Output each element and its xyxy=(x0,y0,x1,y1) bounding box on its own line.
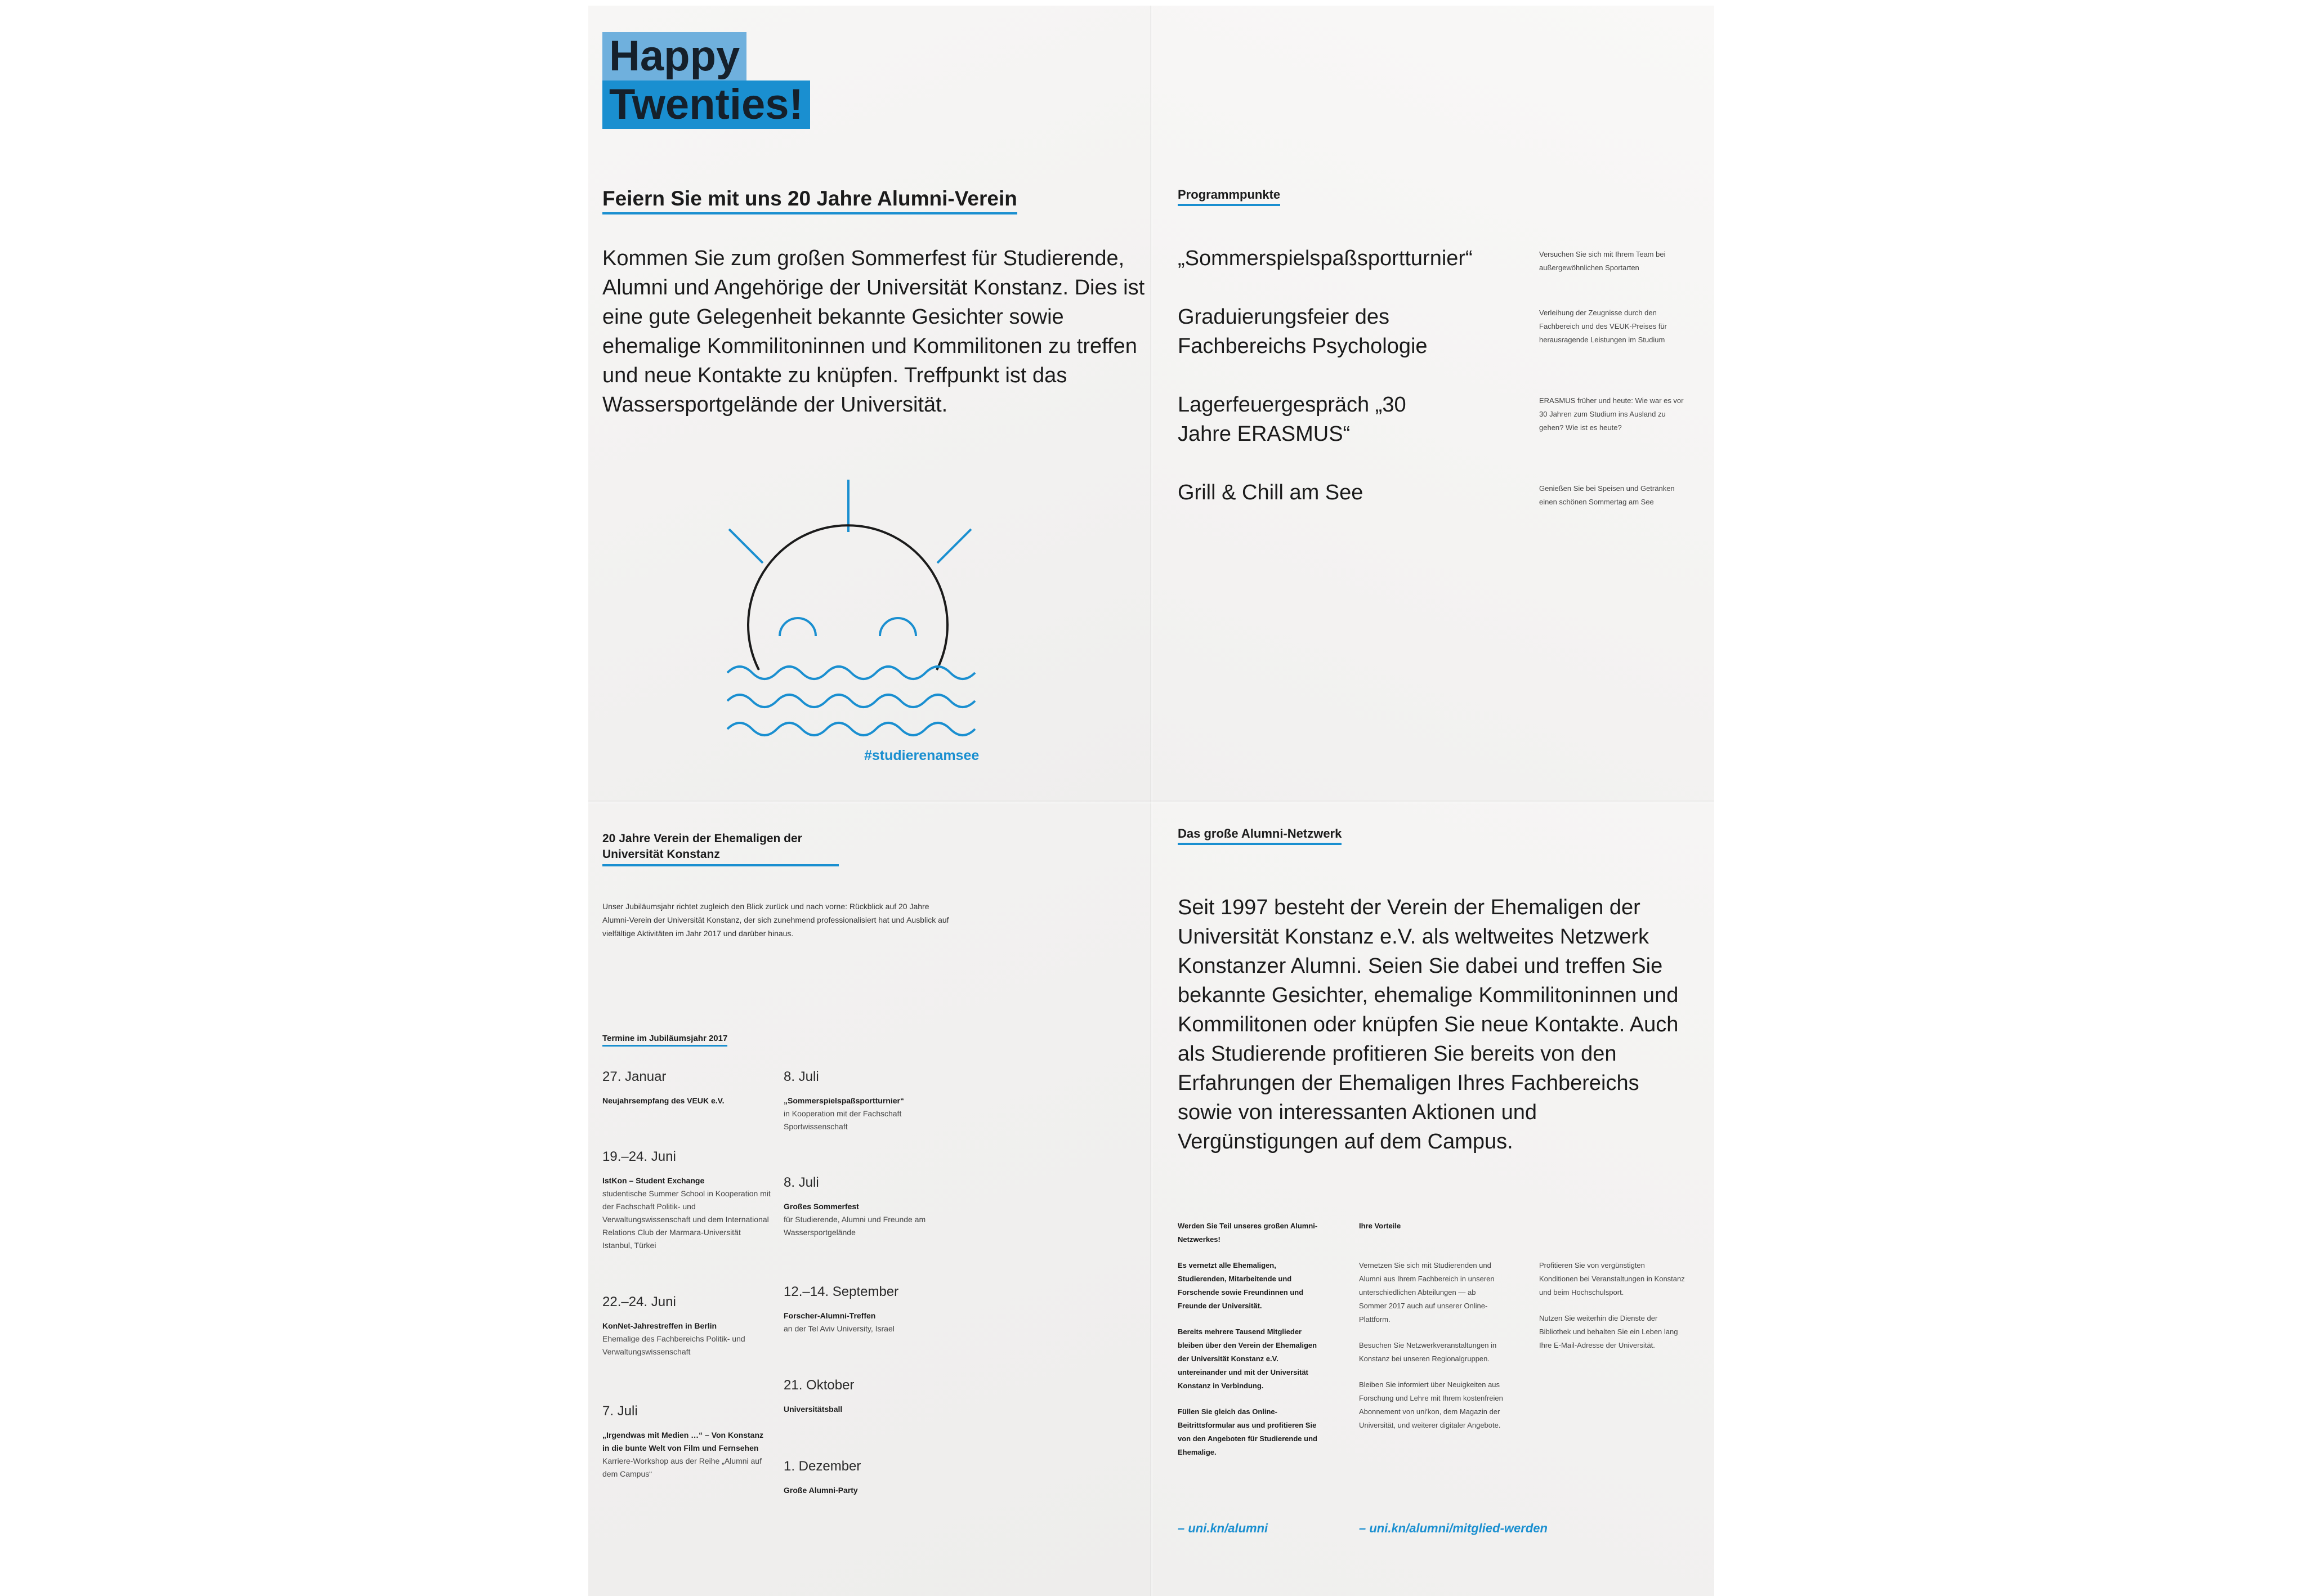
event-desc: an der Tel Aviv University, Israel xyxy=(784,1324,895,1333)
programm-item-title: „Sommerspielspaßsportturnier“ xyxy=(1178,247,1473,270)
event-desc: in Kooperation mit der Fachschaft Sportwissenschaft xyxy=(784,1109,902,1131)
col1-heading: Werden Sie Teil unseres großen Alumni-Netzwerkes! xyxy=(1178,1222,1318,1244)
mitglied-werden-link[interactable]: – uni.kn/alumni/mitglied-werden xyxy=(1359,1521,1548,1535)
event-date: 7. Juli xyxy=(602,1403,638,1419)
event-item xyxy=(602,1148,771,1252)
programm-item-title: Grill & Chill am See xyxy=(1178,481,1363,504)
termine-page-heading: 20 Jahre Verein der Ehemaligen der Universität Konstanz xyxy=(602,831,839,866)
netzwerk-heading: Das große Alumni-Netzwerk xyxy=(1178,826,1342,845)
event-title: IstKon – Student Exchange xyxy=(602,1176,705,1185)
event-title: „Irgendwas mit Medien …“ – Von Konstanz in die bunte Welt von Film und Fernsehen xyxy=(602,1430,763,1452)
headline xyxy=(602,32,810,129)
event-item xyxy=(602,1403,771,1481)
event-desc: für Studierende, Alumni und Freunde am Wassersportgelände xyxy=(784,1215,926,1237)
event-item xyxy=(784,1174,930,1239)
page1-subheading: Feiern Sie mit uns 20 Jahre Alumni-Verein xyxy=(602,187,1017,214)
programm-item-title: Lagerfeuergespräch „30 Jahre ERASMUS“ xyxy=(1178,393,1406,446)
event-item xyxy=(602,1069,771,1107)
col3-paragraph: Profitieren Sie von vergünstigten Konditionen bei Veranstaltungen in Konstanz und beim Hochschulsport. xyxy=(1539,1261,1685,1297)
event-title: „Sommerspielspaßsportturnier“ xyxy=(784,1096,904,1105)
col1-paragraph: Füllen Sie gleich das Online-Beitrittsformular aus und profitieren Sie von den Angeboten für Studierende und Ehemalige. xyxy=(1178,1407,1317,1456)
event-item xyxy=(784,1458,930,1497)
netzwerk-intro: Seit 1997 besteht der Verein der Ehemaligen der Universität Konstanz e.V. als weltweites Netzwerk Konstanzer Alumni. Seien Sie dabei und treffen Sie bekannte Gesichter, ehemalige Kommilitoninnen und Kommilitonen oder knüpfen Sie neue Kontakte. Auch als Studierende profitieren Sie bereits von den Erfahrungen der Ehemaligen Ihres Fachbereichs sowie von interessanten Aktionen und Vergünstigungen auf dem Campus. xyxy=(1178,896,1679,1154)
netzwerk-col3 xyxy=(1539,1259,1686,1352)
event-date: 12.–14. September xyxy=(784,1284,899,1299)
event-item xyxy=(784,1284,930,1335)
col1-paragraph: Es vernetzt alle Ehemaligen, Studierenden, Mitarbeitende und Forschende sowie Freundinnen und Freunde der Universität. xyxy=(1178,1261,1304,1310)
event-desc: Ehemalige des Fachbereichs Politik- und Verwaltungswissenschaft xyxy=(602,1334,745,1356)
event-date: 27. Januar xyxy=(602,1069,667,1084)
page1-intro: Kommen Sie zum großen Sommerfest für Studierende, Alumni und Angehörige der Universität Konstanz. Dies ist eine gute Gelegenheit bekannte Gesichter sowie ehemalige Kommilitoninnen und Kommilitonen zu treffen und neue Kontakte zu knüpfen. Treffpunkt ist das Wassersportgelände der Universität. xyxy=(602,247,1145,417)
netzwerk-col2 xyxy=(1359,1219,1505,1432)
event-title: Großes Sommerfest xyxy=(784,1202,859,1211)
col1-paragraph: Bereits mehrere Tausend Mitglieder bleiben über den Verein der Ehemaligen der Universität Konstanz e.V. untereinander und mit der Universität Konstanz in Verbindung. xyxy=(1178,1327,1317,1390)
event-date: 22.–24. Juni xyxy=(602,1294,676,1309)
event-title: Große Alumni-Party xyxy=(784,1486,858,1495)
programm-item-desc: ERASMUS früher und heute: Wie war es vor 30 Jahren zum Studium ins Ausland zu gehen? Wie ist es heute? xyxy=(1539,396,1684,432)
event-title: Forscher-Alumni-Treffen xyxy=(784,1311,876,1320)
event-date: 1. Dezember xyxy=(784,1459,861,1474)
headline-line2: Twenties! xyxy=(602,81,810,129)
col2-paragraph: Besuchen Sie Netzwerkveranstaltungen in Konstanz bei unseren Regionalgruppen. xyxy=(1359,1341,1497,1363)
event-desc: Karriere-Workshop aus der Reihe „Alumni auf dem Campus“ xyxy=(602,1456,762,1478)
alumni-link[interactable]: – uni.kn/alumni xyxy=(1178,1521,1268,1535)
programm-item-desc: Genießen Sie bei Speisen und Getränken einen schönen Sommertag am See xyxy=(1539,484,1675,506)
programm-heading: Programmpunkte xyxy=(1178,187,1280,206)
event-title: Universitätsball xyxy=(784,1405,843,1414)
event-date: 19.–24. Juni xyxy=(602,1149,676,1164)
headline-line1: Happy xyxy=(602,32,746,81)
col3-paragraph: Nutzen Sie weiterhin die Dienste der Bibliothek und behalten Sie ein Leben lang Ihre E-Mail-Adresse der Universität. xyxy=(1539,1314,1678,1349)
termine-heading: Termine im Jubiläumsjahr 2017 xyxy=(602,1034,727,1047)
programm-item-title: Graduierungsfeier des Fachbereichs Psychologie xyxy=(1178,305,1428,358)
netzwerk-col1 xyxy=(1178,1219,1324,1459)
sun-waves-illustration xyxy=(715,473,980,766)
event-item xyxy=(602,1294,771,1358)
col2-heading: Ihre Vorteile xyxy=(1359,1222,1401,1230)
programm-item-desc: Verleihung der Zeugnisse durch den Fachbereich und des VEUK-Preises für herausragende Leistungen im Studium xyxy=(1539,309,1667,344)
col2-paragraph: Bleiben Sie informiert über Neuigkeiten aus Forschung und Lehre mit Ihrem kostenfreien Abonnement von uni'kon, dem Magazin der Universität, und weiterer digitaler Angebote. xyxy=(1359,1380,1503,1429)
horizontal-fold xyxy=(588,801,1714,803)
event-date: 8. Juli xyxy=(784,1069,819,1084)
hashtag: #studierenamsee xyxy=(864,748,980,763)
event-date: 21. Oktober xyxy=(784,1378,855,1393)
event-item xyxy=(784,1069,930,1133)
event-desc: studentische Summer School in Kooperation mit der Fachschaft Politik- und Verwaltungswissenschaft und dem International Relations Club der Marmara-Universität Istanbul, Türkei xyxy=(602,1189,771,1250)
col2-paragraph: Vernetzen Sie sich mit Studierenden und Alumni aus Ihrem Fachbereich in unseren unterschiedlichen Abteilungen — ab Sommer 2017 auch auf unserer Online-Plattform. xyxy=(1359,1261,1495,1324)
programm-item-desc: Versuchen Sie sich mit Ihrem Team bei außergewöhnlichen Sportarten xyxy=(1539,250,1666,272)
event-date: 8. Juli xyxy=(784,1175,819,1190)
event-item xyxy=(784,1377,930,1416)
event-title: KonNet-Jahrestreffen in Berlin xyxy=(602,1321,717,1330)
termine-intro: Unser Jubiläumsjahr richtet zugleich den Blick zurück und nach vorne: Rückblick auf 20 Jahre Alumni-Verein der Universität Konstanz, der sich zunehmend professionalisiert hat und Ausblick auf vielfältige Aktivitäten im Jahr 2017 und darüber hinaus. xyxy=(602,902,949,938)
event-title: Neujahrsempfang des VEUK e.V. xyxy=(602,1096,725,1105)
